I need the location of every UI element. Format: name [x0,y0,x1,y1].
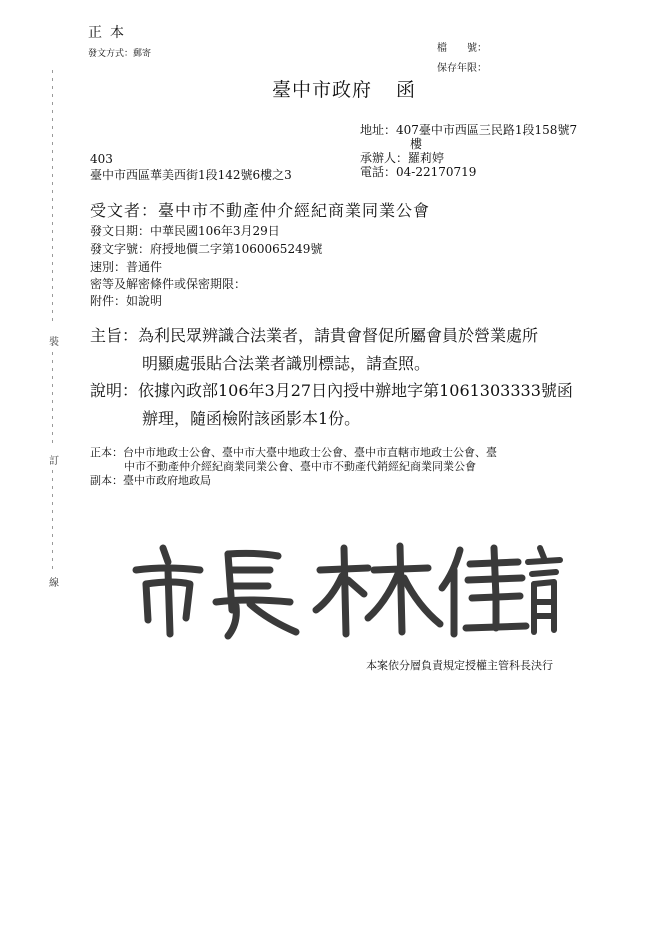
contact-person: 承辦人：羅莉婷 [360,151,445,165]
subject-line: 主旨：為利民眾辨識合法業者，請貴會督促所屬會員於營業處所 [90,326,539,345]
issue-date: 發文日期：中華民國106年3月29日 [90,224,280,238]
archive-number-label: 檔 號： [437,43,487,54]
binding-mark: 線 [49,578,59,589]
document-type: 函 [396,79,417,101]
binding-mark: 訂 [49,456,59,467]
main-recipients: 正本：台中市地政士公會、臺中市大臺中地政士公會、臺中市直轄市地政士公會、臺 [90,446,497,459]
recipient-address: 臺中市西區華美西街1段142號6樓之3 [90,168,292,182]
speed-class: 速別：普通件 [90,260,163,274]
sender-address-continued: 樓 [410,137,423,151]
issuing-organization: 臺中市政府 [272,79,373,101]
sender-info [360,123,577,179]
binding-mark: 裝 [49,337,59,348]
explanation [90,377,573,433]
subject [90,322,538,378]
delegation-note: 本案依分層負責規定授權主管科長決行 [366,659,553,672]
subject-line: 明顯處張貼合法業者識別標誌，請查照。 [142,354,431,373]
sender-address: 地址：407臺中市西區三民路1段158號7 [360,123,578,137]
retention-period-label: 保存年限： [437,63,487,74]
secrecy-level: 密等及解密條件或保密期限： [90,277,247,291]
send-method: 發文方式：郵寄 [88,49,152,59]
copy-recipients: 副本：臺中市政府地政局 [90,474,211,487]
explanation-line: 說明：依據內政部106年3月27日內授中辦地字第1061303333號函 [90,381,573,400]
recipient-postal-code: 403 [90,152,113,166]
mayor-signature [128,540,568,640]
main-recipients-continued: 中市不動產仲介經紀商業同業公會、臺中市不動產代銷經紀商業同業公會 [124,460,476,473]
document-title [272,75,416,102]
explanation-line: 辦理，隨函檢附該函影本1份。 [142,409,361,428]
document-number: 發文字號：府授地價二字第1060065249號 [90,242,323,256]
attachment: 附件：如說明 [90,294,163,308]
receiver: 受文者：臺中市不動產仲介經紀商業同業公會 [90,201,431,220]
copy-type-label: 正本 [88,25,132,41]
contact-phone: 電話：04-22170719 [360,165,477,179]
distribution-list [90,446,497,488]
